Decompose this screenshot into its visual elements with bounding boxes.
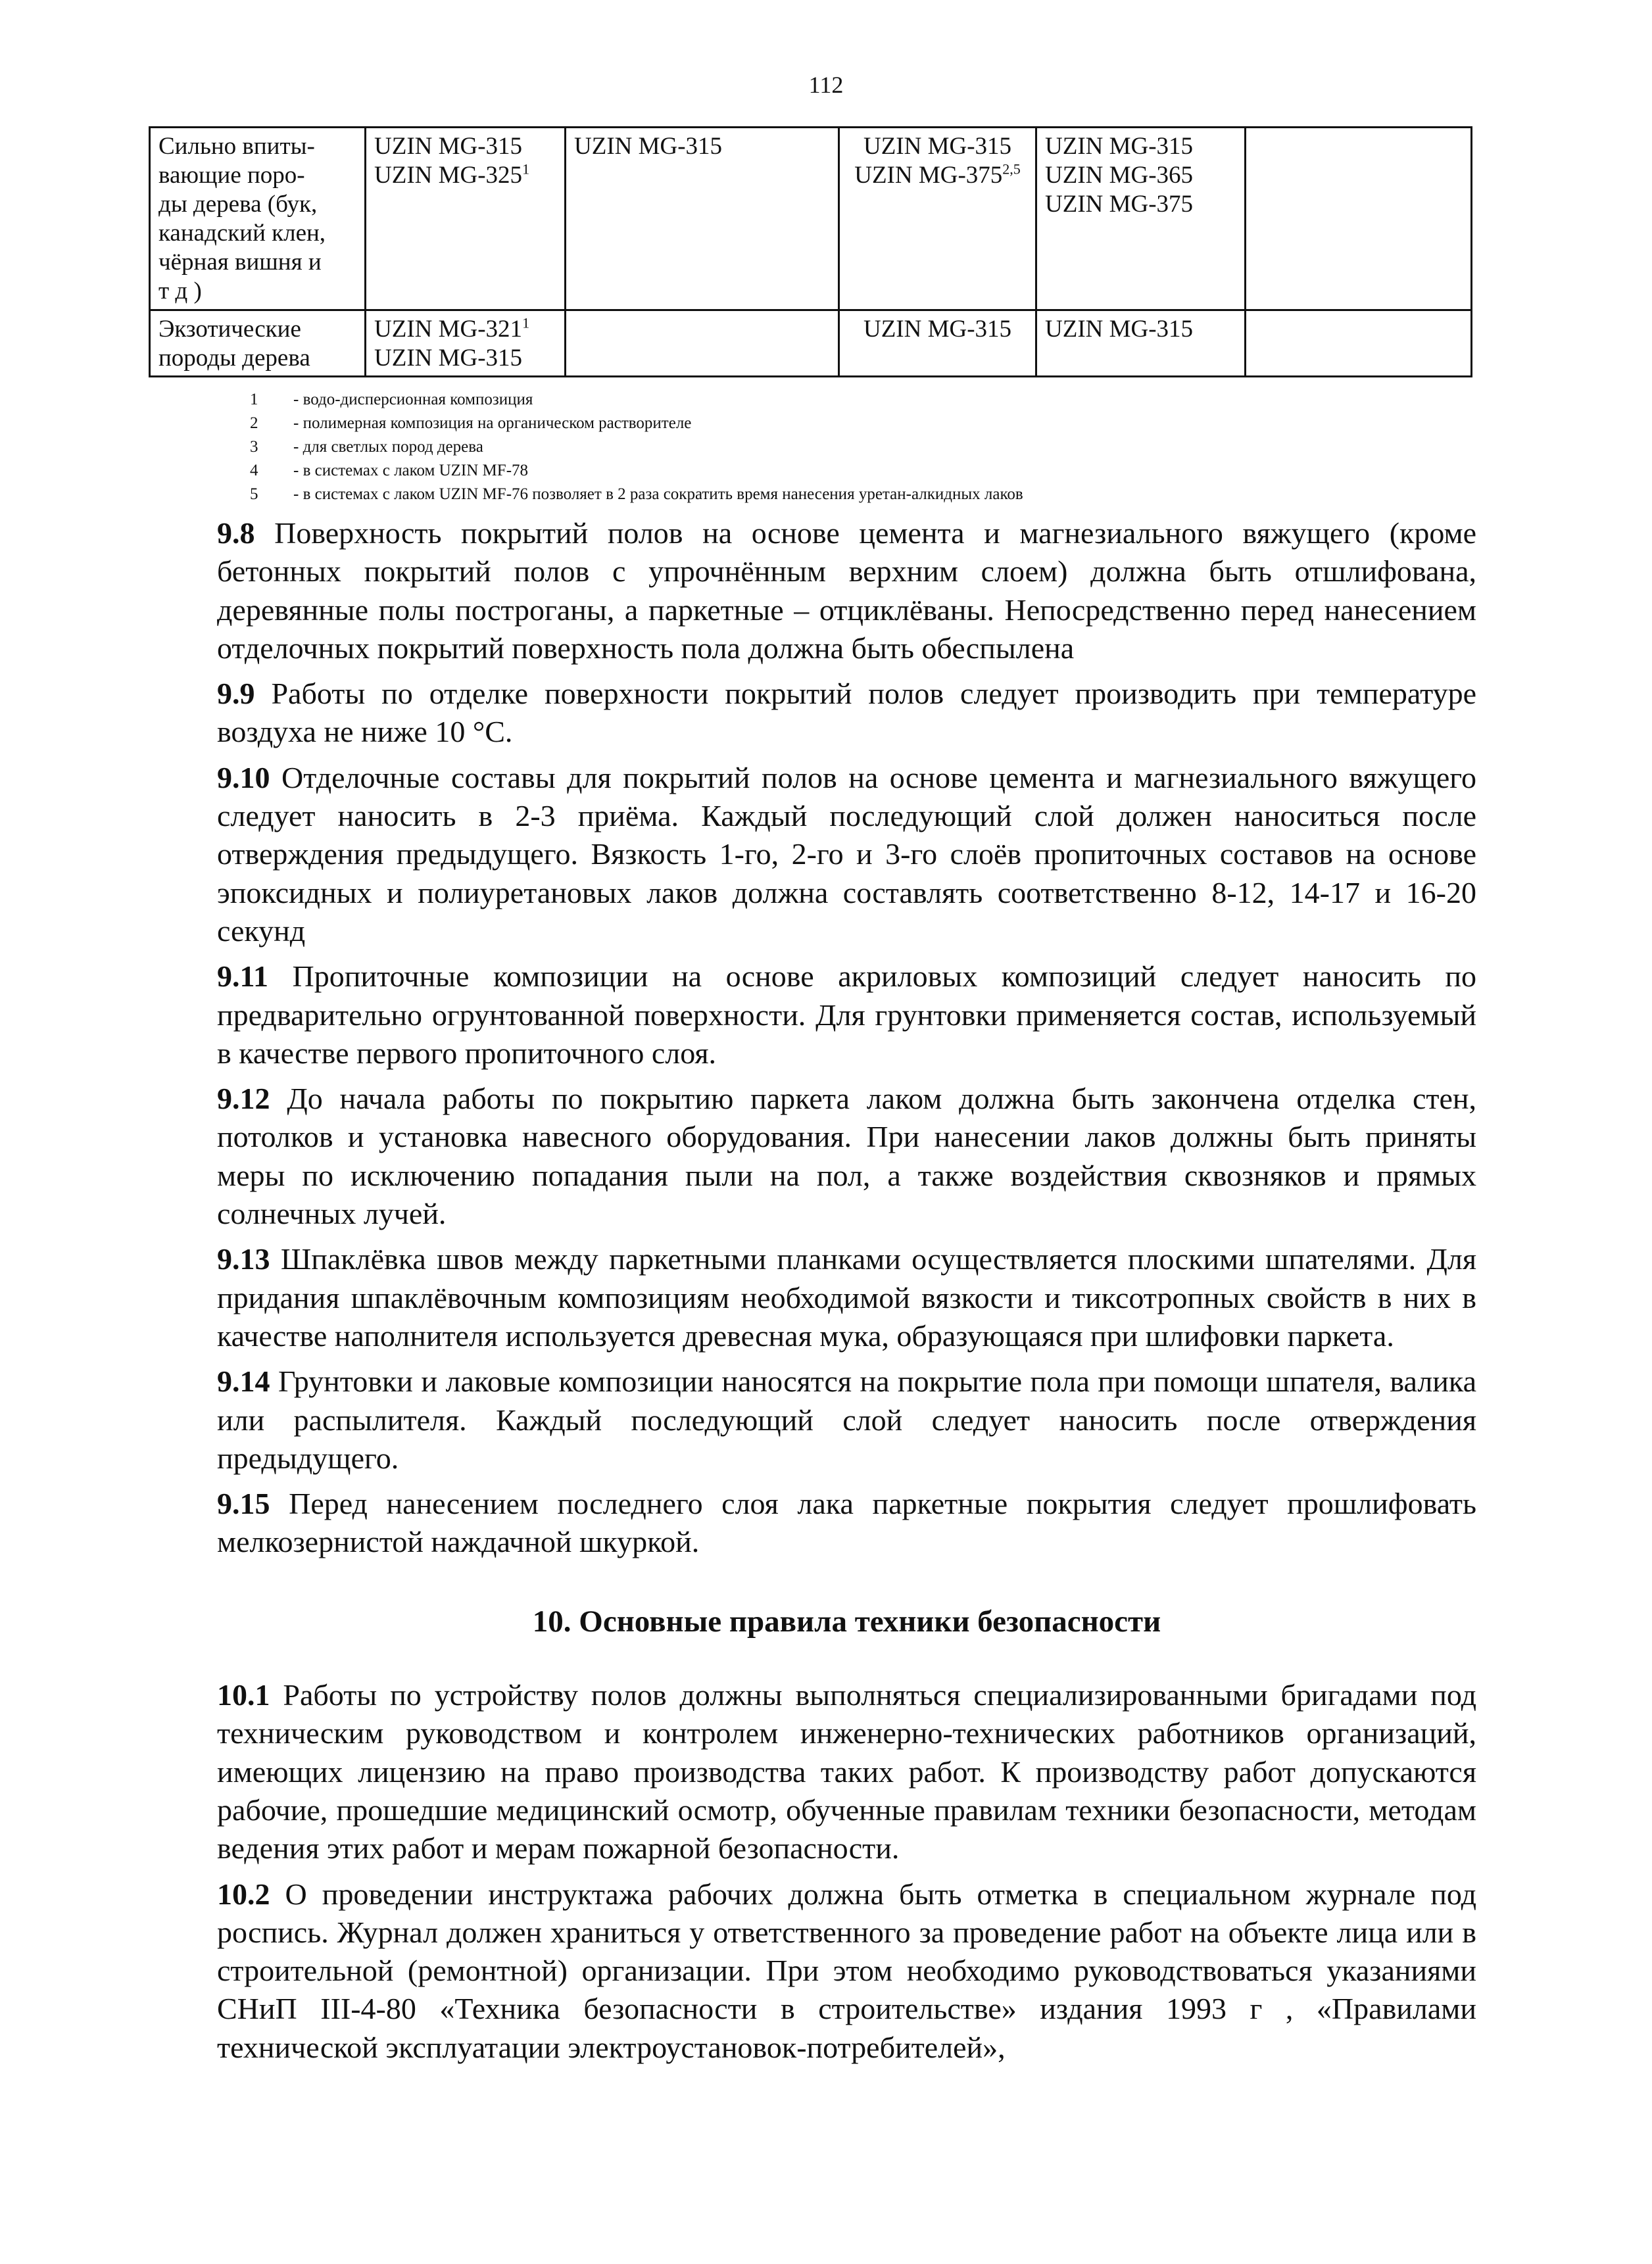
product-name: UZIN MG-315 [863, 316, 1012, 343]
table-cell [366, 310, 566, 377]
footnote: 1 - водо-дисперсионная композиция [250, 391, 533, 408]
table-cell [1036, 128, 1246, 310]
footnote: 5 - в системах с лаком UZIN MF-76 позволяет в 2 раза сократить время нанесения уретан-алкидных лаков [250, 485, 1023, 503]
paragraph: 9.13 Шпаклёвка швов между паркетными планками осуществляется плоскими шпателями. Для придания шпаклёвочным композициям необходимой вязкости и тиксотропных свойств в них в качестве наполнителя используется древесная мука, образующаяся при шлифовки паркета. [217, 1242, 1476, 1353]
paragraph: 9.8 Поверхность покрытий полов на основе цемента и магнезиального вяжущего (кроме бетонных покрытий полов с упрочнённым верхним слоем) должна быть отшлифована, деревянные полы построганы, а паркетные – отциклёваны. Непосредственно перед нанесением отделочных покрытий поверхность пола должна быть обеспылена [217, 516, 1477, 665]
table-cell [1246, 128, 1472, 310]
table-cell [1036, 310, 1246, 377]
paragraph: 9.10 Отделочные составы для покрытий полов на основе цемента и магнезиального вяжущего следует наносить в 2-3 приёма. Каждый последующий слой должен наноситься после отверждения предыдущего. Вязкость 1-го, 2-го и 3-го слоёв пропиточных составов на основе эпоксидных и полиуретановых лаков должна составлять соответственно 8-12, 14-17 и 16-20 секунд [217, 760, 1477, 948]
table-row [150, 310, 1472, 377]
product-name: UZIN MG-315 [574, 133, 723, 160]
paragraph: 9.12 До начала работы по покрытию паркета лаком должна быть закончена отделка стен, потолков и установка навесного оборудования. При нанесении лаков должны быть приняты меры по исключению попадания пыли на пол, а также воздействия сквозняков и прямых солнечных лучей. [217, 1082, 1476, 1231]
cell-line: канадский клен, [158, 220, 326, 247]
table-cell [566, 128, 839, 310]
paragraph: 10.1 Работы по устройству полов должны выполняться специализированными бригадами под техническим руководством и контролем инженерно-технических работников организаций, имеющих лицензию на право производства таких работ. К производству работ допускаются рабочие, прошедшие медицинский осмотр, обученные правилам техники безопасности, методам ведения этих работ и мерам пожарной безопасности. [217, 1678, 1476, 1866]
footnote: 4 - в системах с лаком UZIN MF-78 [250, 462, 529, 479]
cell-line: ды дерева (бук, [158, 191, 318, 218]
materials-table [149, 126, 1472, 377]
paragraph: 9.15 Перед нанесением последнего слоя лака паркетные покрытия следует прошлифовать мелкозернистой наждачной шкуркой. [217, 1487, 1476, 1559]
page-number: 112 [808, 72, 844, 98]
footnotes [250, 388, 1023, 506]
table-cell [839, 310, 1036, 377]
body-text [217, 514, 1476, 2074]
product-name: UZIN MG-375$^{2,5}$ [854, 160, 1021, 189]
paragraph: 9.9 Работы по отделке поверхности покрытий полов следует производить при температуре воздуха не ниже 10 °С. [217, 677, 1476, 749]
cell-line: вающие поро- [158, 162, 305, 189]
product-name: UZIN MG-375 [1045, 191, 1194, 218]
product-name: UZIN MG-315 [374, 133, 523, 160]
cell-line: породы дерева [158, 345, 310, 372]
section-title: 10. Основные правила техники безопасности [532, 1604, 1161, 1639]
product-name: UZIN MG-365 [1045, 162, 1194, 189]
table-cell-category [150, 310, 366, 377]
cell-line: чёрная вишня и [158, 249, 322, 276]
table-cell [366, 128, 566, 310]
product-name: UZIN MG-315 [863, 133, 1012, 160]
cell-line: т д ) [158, 277, 202, 304]
product-name: UZIN $MG-321^1$ [374, 314, 530, 343]
product-name: UZIN MG-315 [1045, 316, 1194, 343]
paragraph: 9.14 Грунтовки и лаковые композиции наносятся на покрытие пола при помощи шпателя, валика или распылителя. Каждый последующий слой следует наносить после отверждения предыдущего. [217, 1364, 1476, 1475]
table-cell [566, 310, 839, 377]
table-cell [1246, 310, 1472, 377]
product-name: UZIN MG-315 [1045, 133, 1194, 160]
product-name: UZIN MG-315 [374, 345, 523, 372]
table-row [150, 128, 1472, 310]
table-cell-category [150, 128, 366, 310]
product-name: UZIN $MG-325^1$ [374, 160, 530, 189]
footnote: 2 - полимерная композиция на органическом растворителе [250, 414, 692, 432]
cell-line: Экзотические [158, 316, 301, 343]
footnote: 3 - для светлых пород дерева [250, 438, 483, 456]
table-cell [839, 128, 1036, 310]
paragraph: 10.2 О проведении инструктажа рабочих должна быть отметка в специальном журнале под роспись. Журнал должен храниться у ответственного за проведение работ на объекте лица или в строительной (ремонтной) организации. При этом необходимо руководствоваться указаниями СНиП III-4-80 «Техника безопасности в строительстве» издания 1993 г , «Правилами технической эксплуатации электроустановок-потребителей», [217, 1877, 1476, 2064]
cell-line: Сильно впиты- [158, 133, 315, 160]
paragraph: 9.11 Пропиточные композиции на основе акриловых композиций следует наносить по предварительно огрунтованной поверхности. Для грунтовки применяется состав, используемый в качестве первого пропиточного слоя. [217, 959, 1477, 1070]
